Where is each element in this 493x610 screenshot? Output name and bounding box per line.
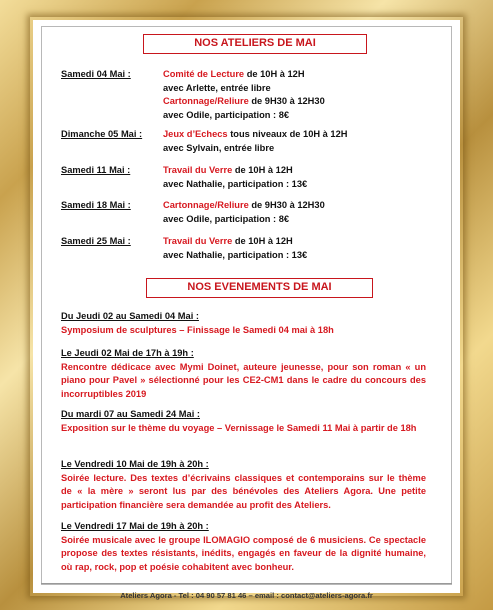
ateliers-title: NOS ATELIERS DE MAI (143, 34, 367, 54)
event-heading: Le Vendredi 10 Mai de 19h à 20h : (61, 459, 209, 469)
flyer-page (33, 20, 460, 600)
atelier-details (163, 164, 443, 191)
atelier-name: Cartonnage/Reliure (163, 200, 249, 210)
event-heading: Du Jeudi 02 au Samedi 04 Mai : (61, 311, 199, 321)
atelier-line (163, 109, 443, 123)
event-item (61, 347, 426, 401)
evenements-title: NOS EVENEMENTS DE MAI (146, 278, 373, 298)
event-heading: Le Vendredi 17 Mai de 19h à 20h : (61, 521, 209, 531)
atelier-info: de 9H30 à 12H30 (248, 96, 325, 107)
atelier-info: avec Arlette, entrée libre (163, 82, 271, 93)
atelier-date: Samedi 04 Mai : (61, 69, 131, 79)
atelier-info: avec Nathalie, participation : 13€ (163, 249, 308, 260)
footer-divider (41, 583, 452, 584)
atelier-info: de 9H30 à 12H30 (248, 200, 325, 210)
atelier-info: avec Nathalie, participation : 13€ (163, 178, 308, 189)
atelier-details (163, 68, 443, 122)
atelier-date: Samedi 11 Mai : (61, 165, 131, 175)
event-item (61, 458, 426, 512)
atelier-name: Cartonnage/Reliure (163, 96, 249, 107)
atelier-info: avec Odile, participation : 8€ (163, 213, 290, 224)
event-item (61, 408, 426, 435)
atelier-name: Travail du Verre (163, 236, 233, 246)
atelier-line (163, 164, 443, 178)
atelier-line (163, 213, 443, 227)
atelier-info: avec Sylvain, entrée libre (163, 142, 275, 153)
atelier-line (163, 199, 443, 213)
atelier-details (163, 199, 443, 226)
atelier-line (163, 128, 443, 142)
event-heading: Du mardi 07 au Samedi 24 Mai : (61, 409, 200, 419)
event-item (61, 520, 426, 574)
event-body: Rencontre dédicace avec Mymi Doinet, auteure jeunesse, pour son roman « un piano pour Pavel » sélectionné pour les CE2-CM1 dans le cadre du concours des incorruptibles 2019 (61, 361, 426, 399)
event-heading: Le Jeudi 02 Mai de 17h à 19h : (61, 348, 194, 358)
atelier-line (163, 178, 443, 192)
atelier-details (163, 128, 443, 155)
atelier-date: Samedi 25 Mai : (61, 236, 131, 246)
atelier-info: de 10H à 12H (232, 236, 293, 246)
atelier-line (163, 68, 443, 82)
atelier-line (163, 95, 443, 109)
atelier-line (163, 249, 443, 263)
atelier-details (163, 235, 443, 262)
atelier-line (163, 142, 443, 156)
event-body: Symposium de sculptures – Finissage le Samedi 04 mai à 18h (61, 324, 334, 335)
atelier-date: Samedi 18 Mai : (61, 200, 131, 210)
atelier-line (163, 82, 443, 96)
atelier-date: Dimanche 05 Mai : (61, 129, 143, 139)
atelier-name: Comité de Lecture (163, 69, 245, 79)
atelier-name: Jeux d’Echecs (163, 129, 228, 139)
atelier-info: de 10H à 12H (244, 69, 305, 79)
event-body: Soirée lecture. Des textes d’écrivains classiques et contemporains sur le thème de « la mère » seront lus par des bénévoles des Ateliers Agora. Une petite participation financière sera demandée au profit des Ateliers. (61, 472, 426, 510)
event-body: Soirée musicale avec le groupe ILOMAGIO composé de 6 musiciens. Ce spectacle propose des textes résistants, inédits, engagés en faveur de la dignité humaine, où rap, rock, pop et poésie cohabitent avec bonheur. (61, 534, 426, 572)
atelier-info: tous niveaux de 10H à 12H (227, 129, 348, 139)
footer-contact: Ateliers Agora - Tel : 04 90 57 81 46 – email : contact@ateliers-agora.fr (120, 591, 373, 600)
event-item (61, 310, 426, 337)
atelier-name: Travail du Verre (163, 165, 233, 175)
atelier-info: avec Odile, participation : 8€ (163, 109, 290, 120)
atelier-line (163, 235, 443, 249)
event-body: Exposition sur le thème du voyage – Vernissage le Samedi 11 Mai à partir de 18h (61, 422, 417, 433)
atelier-info: de 10H à 12H (232, 165, 293, 175)
